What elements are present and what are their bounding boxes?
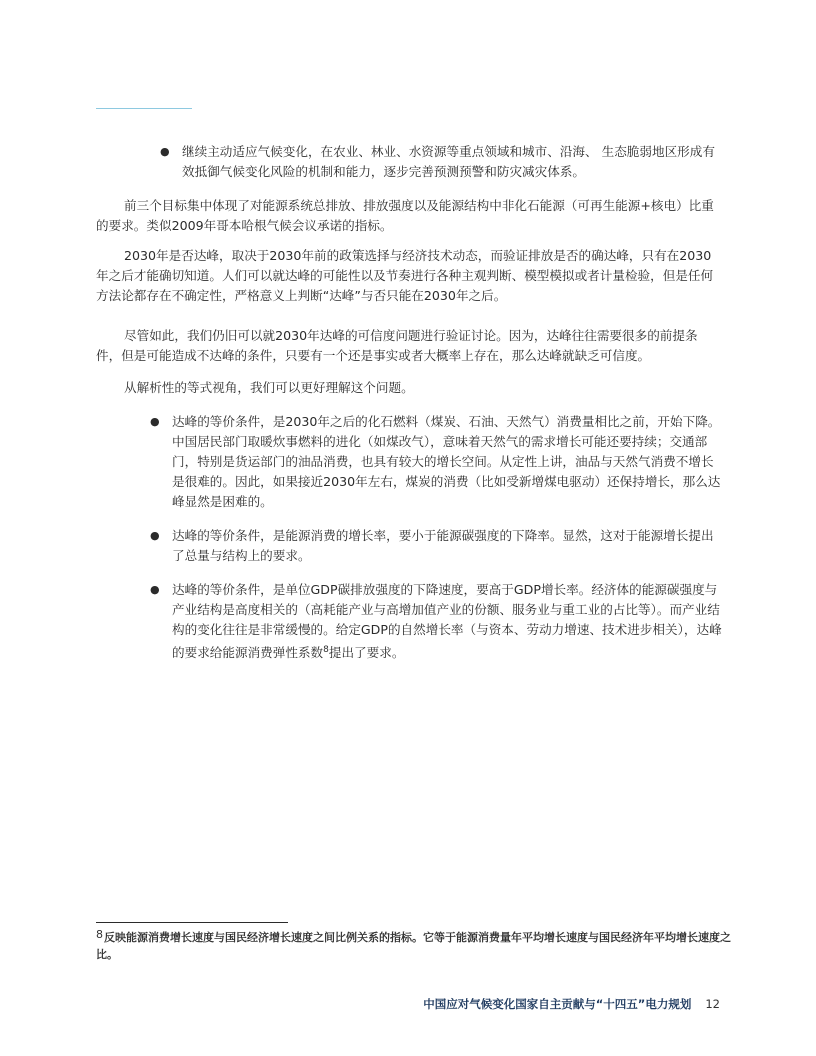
footer-title: 中国应对气候变化国家自主贡献与“十四五”电力规划: [423, 997, 692, 1011]
paragraph-2: 2030年是否达峰，取决于2030年前的政策选择与经济技术动态，而验证排放是否的确达峰，只有在2030年之后才能确切知道。人们可以就达峰的可能性以及节奏进行各种主观判断、模型模拟或者计量检验，但是任何方法论都存在不确定性，严格意义上判断“达峰”与否只能在2030年之后。: [96, 248, 714, 303]
paragraph-3: 尽管如此，我们仍旧可以就2030年达峰的可信度问题进行验证讨论。因为，达峰往往需要很多的前提条件，但是可能造成不达峰的条件，只要有一个还是事实或者大概率上存在，那么达峰就缺乏可信度。: [96, 328, 698, 363]
bullet-item: [150, 526, 722, 566]
page-footer: [423, 996, 720, 1012]
paragraph-1: 前三个目标集中体现了对能源系统总排放、排放强度以及能源结构中非化石能源（可再生能源+核电）比重的要求。类似2009年哥本哈根气候会议承诺的指标。: [96, 198, 714, 233]
bullet-text: 达峰的等价条件，是2030年之后的化石燃料（煤炭、石油、天然气）消费量相比之前，开始下降。中国居民部门取暖炊事燃料的进化（如煤改气），意味着天然气的需求增长可能还要持续；交通部门，特别是货运部门的油品消费，也具有较大的增长空间。从定性上讲，油品与天然气消费不增长是很难的。因此，如果接近2030年左右，煤炭的消费（比如受新增煤电驱动）还保持增长，那么达峰显然是困难的。: [172, 414, 721, 509]
bullet-text-tail: 提出了要求。: [328, 645, 405, 660]
footnote-divider: [96, 922, 288, 923]
top-divider: [96, 108, 192, 109]
bullet-icon: ●: [150, 415, 160, 428]
bullet-item: [160, 142, 722, 182]
bullet-text: 达峰的等价条件，是能源消费的增长率，要小于能源碳强度的下降率。显然，这对于能源增长提出了总量与结构上的要求。: [172, 528, 714, 563]
bullet-item: [150, 580, 722, 663]
footnote-ref[interactable]: 8: [323, 645, 329, 655]
footnote-text: 反映能源消费增长速度与国民经济增长速度之间比例关系的指标。它等于能源消费量年平均增长速度与国民经济年平均增长速度之比。: [96, 931, 731, 961]
bullet-icon: ●: [150, 583, 160, 596]
bullet-text: 继续主动适应气候变化，在农业、林业、水资源等重点领域和城市、沿海、 生态脆弱地区形成有效抵御气候变化风险的机制和能力，逐步完善预测预警和防灾减灾体系。: [182, 144, 715, 179]
bullet-text: 达峰的等价条件，是单位GDP碳排放强度的下降速度，要高于GDP增长率。经济体的能源碳强度与产业结构是高度相关的（高耗能产业与高增加值产业的份额、服务业与重工业的占比等）。而产业结构的变化往往是非常缓慢的。给定GDP的自然增长率（与资本、劳动力增速、技术进步相关），达峰的要求给能源消费弹性系数: [172, 582, 722, 660]
bullet-icon: ●: [160, 145, 170, 158]
page-number: 12: [705, 997, 720, 1011]
footnote: [96, 926, 736, 963]
paragraph-4: 从解析性的等式视角，我们可以更好理解这个问题。: [124, 380, 414, 395]
bullet-item: [150, 412, 722, 512]
bullet-icon: ●: [150, 529, 160, 542]
footnote-number: 8: [96, 928, 103, 941]
